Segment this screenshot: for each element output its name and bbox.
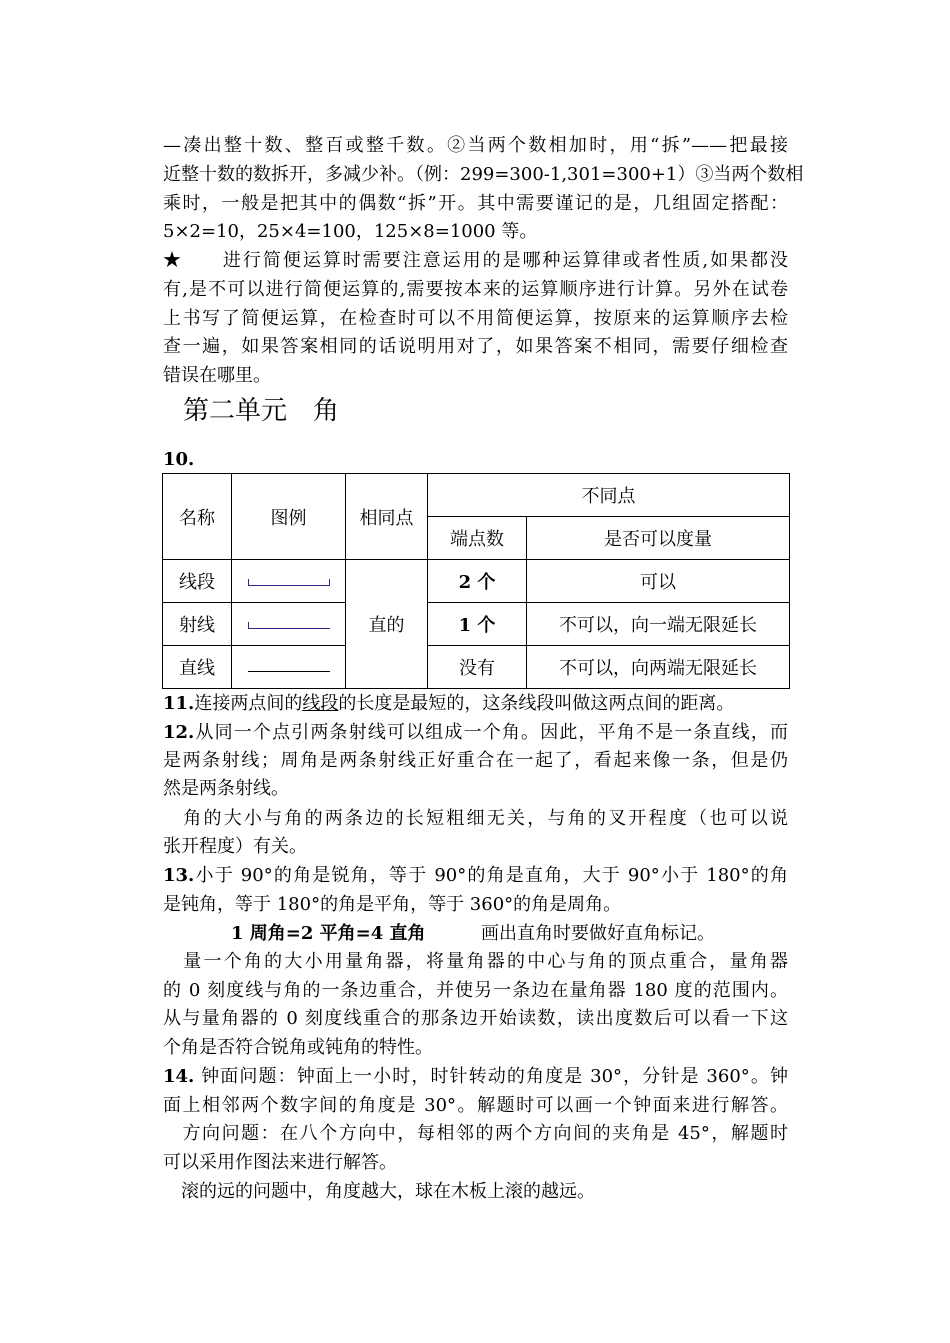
table-row — [163, 646, 790, 689]
paragraph-line: 乘时，一般是把其中的偶数“拆”开。其中需要谨记的是，几组固定搭配： — [163, 193, 788, 214]
figure-cell — [232, 560, 346, 603]
paragraph-line: 的 0 刻度线与角的一条边重合，并使另一条边在量角器 180 度的范围内。 — [163, 980, 788, 1001]
item-text: 钟面问题：钟面上一小时，时针转动的角度是 30°，分针是 360°。钟 — [194, 1066, 788, 1087]
ray-icon — [248, 619, 330, 631]
paragraph-line: 是两条射线；周角是两条射线正好重合在一起了，看起来像一条，但是仍 — [163, 750, 788, 771]
paragraph-line: 张开程度）有关。 — [163, 836, 307, 857]
item-14 — [163, 1064, 788, 1090]
header-endpoints: 端点数 — [428, 517, 527, 560]
row-name: 直线 — [163, 646, 232, 689]
paragraph-line: 是钝角，等于 180°的角是平角，等于 360°的角是周角。 — [163, 894, 622, 915]
item-12 — [163, 720, 788, 746]
header-measurable: 是否可以度量 — [527, 517, 790, 560]
paragraph-line: 面上相邻两个数字间的角度是 30°。解题时可以画一个钟面来进行解答。 — [163, 1095, 788, 1116]
item-number: 14. — [163, 1066, 195, 1087]
paragraph-line: 方向问题：在八个方向中，每相邻的两个方向间的夹角是 45°，解题时 — [163, 1123, 788, 1144]
row-endpoints: 1 个 — [428, 603, 527, 646]
item-text: 连接两点间的 — [194, 693, 303, 714]
item-text: 从同一个点引两条射线可以组成一个角。因此，平角不是一条直线，而 — [194, 722, 788, 743]
paragraph-line: —凑出整十数、整百或整千数。②当两个数相加时，用“拆”——把最接 — [163, 135, 788, 156]
item-text: 的长度是最短的，这条线段叫做这两点间的距离。 — [338, 693, 735, 714]
angle-relation — [163, 921, 788, 947]
paragraph-line: ★ 进行简便运算时需要注意运用的是哪种运算律或者性质,如果都没 — [163, 250, 788, 271]
paragraph-line: 查一遍，如果答案相同的话说明用对了，如果答案不相同，需要仔细检查 — [163, 336, 788, 357]
paragraph-line: 角的大小与角的两条边的长短粗细无关，与角的叉开程度（也可以说 — [163, 808, 788, 829]
row-measurable: 不可以，向一端无限延长 — [527, 603, 790, 646]
item-11 — [163, 691, 788, 717]
item-number: 13. — [163, 865, 195, 886]
underlined-term: 线段 — [302, 693, 339, 714]
header-figure: 图例 — [232, 474, 346, 560]
header-name: 名称 — [163, 474, 232, 560]
row-measurable: 可以 — [527, 560, 790, 603]
item-number: 11. — [163, 693, 195, 714]
paragraph-line: 然是两条射线。 — [163, 778, 289, 799]
common-trait: 直的 — [346, 560, 428, 689]
figure-cell — [232, 603, 346, 646]
item-number: 12. — [163, 722, 195, 743]
row-measurable: 不可以，向两端无限延长 — [527, 646, 790, 689]
table-row — [163, 603, 790, 646]
row-name: 线段 — [163, 560, 232, 603]
comparison-table — [162, 473, 790, 689]
right-angle-note: 画出直角时要做好直角标记。 — [481, 923, 715, 944]
paragraph-line: 错误在哪里。 — [163, 365, 271, 386]
header-diff: 不同点 — [428, 474, 790, 517]
figure-cell — [232, 646, 346, 689]
paragraph-line: 个角是否符合锐角或钝角的特性。 — [163, 1037, 433, 1058]
line-segment-icon — [248, 576, 330, 588]
row-name: 射线 — [163, 603, 232, 646]
angle-relation-formula: 1 周角=2 平角=4 直角 — [231, 923, 426, 944]
paragraph-line: 从与量角器的 0 刻度线重合的那条边开始读数，读出度数后可以看一下这 — [163, 1008, 788, 1029]
paragraph-line: 近整十数的数拆开，多减少补。（例：299=300-1,301=300+1）③当两个数相 — [163, 164, 804, 185]
table-row — [163, 560, 790, 603]
item-number: 10. — [163, 449, 195, 470]
item-text: 小于 90°的角是锐角，等于 90°的角是直角，大于 90°小于 180°的角 — [194, 865, 788, 886]
paragraph-line: 可以采用作图法来进行解答。 — [163, 1152, 397, 1173]
row-endpoints: 没有 — [428, 646, 527, 689]
paragraph-line: 滚的远的问题中，角度越大，球在木板上滚的越远。 — [163, 1181, 595, 1202]
paragraph-line: 量一个角的大小用量角器，将量角器的中心与角的顶点重合，量角器 — [163, 951, 788, 972]
section-heading: 第二单元 角 — [183, 396, 340, 426]
paragraph-line: 有,是不可以进行简便运算的,需要按本来的运算顺序进行计算。另外在试卷 — [163, 279, 788, 300]
paragraph-line: 5×2=10，25×4=100，125×8=1000 等。 — [163, 221, 538, 242]
header-same: 相同点 — [346, 474, 428, 560]
row-endpoints: 2 个 — [428, 560, 527, 603]
straight-line-icon — [248, 662, 330, 674]
item-13 — [163, 863, 788, 889]
paragraph-line: 上书写了简便运算，在检查时可以不用简便运算，按原来的运算顺序去检 — [163, 308, 788, 329]
